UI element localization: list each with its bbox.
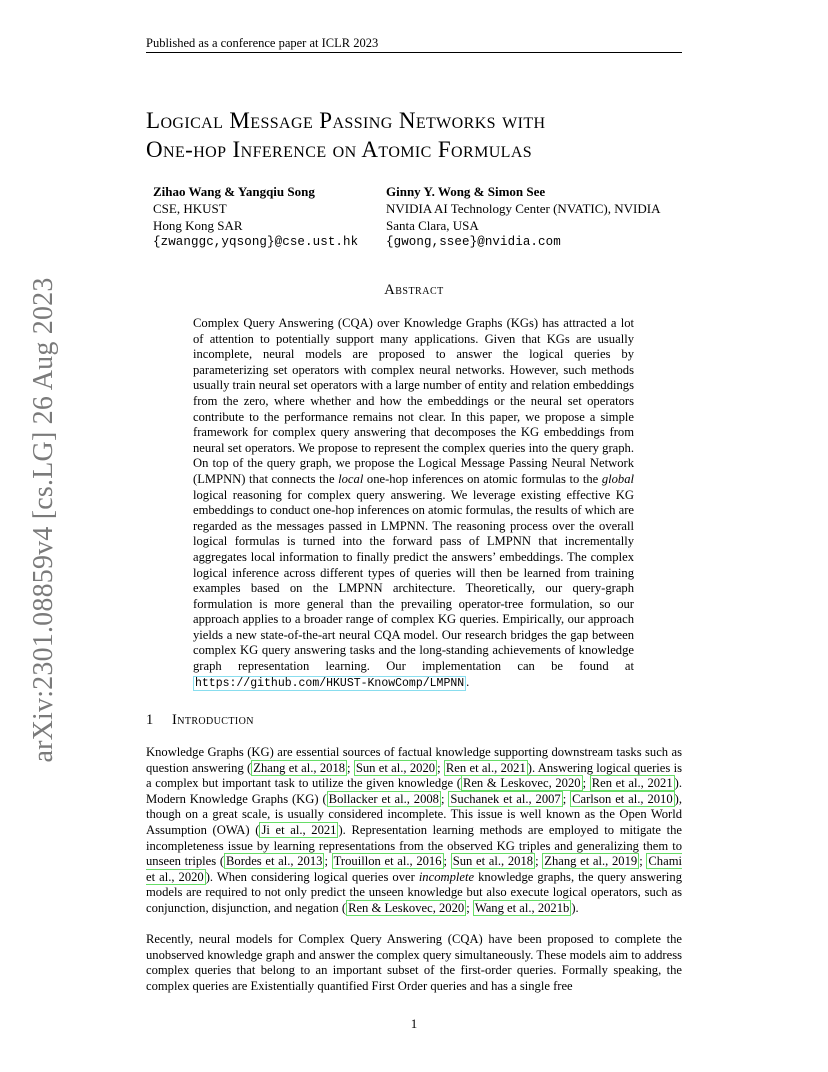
section-title: Introduction xyxy=(172,712,254,728)
separator: ; xyxy=(437,760,444,775)
citation-link[interactable]: Ren et al., 2021 xyxy=(445,760,526,775)
paper-title xyxy=(146,106,706,164)
paragraph-text: ). xyxy=(571,900,579,915)
section-number: 1 xyxy=(146,712,154,728)
page-number: 1 xyxy=(410,1016,418,1031)
citation-link[interactable]: Sun et al., 2018 xyxy=(452,854,534,869)
abstract-emphasis-global: global xyxy=(601,471,634,486)
author-affiliation: CSE, HKUST xyxy=(153,201,227,216)
citation-link[interactable]: Trouillon et al., 2016 xyxy=(333,854,442,869)
paragraph-text: ). Answering logical queries is a complex but important task to utilize the given knowledge ( xyxy=(146,760,682,791)
paragraph-text: ). Representation learning methods are employed to mitigate the incompleteness issue by learning representations from the observed KG triples and generalizing them to unseen triples ( xyxy=(146,822,683,869)
title-line-2: One-hop Inference on Atomic Formulas xyxy=(146,137,533,162)
separator: ; xyxy=(639,854,647,869)
author-block-right xyxy=(386,183,660,251)
citation-link[interactable]: Bordes et al., 2013 xyxy=(226,854,323,869)
paragraph-text: Knowledge Graphs (KG) are essential sources of factual knowledge supporting downstream tasks such as question answering ( xyxy=(146,745,682,775)
paragraph-text: ), though on a great scale, is usually considered incomplete. This issue is well known as the Open World Assumption (OWA) ( xyxy=(146,791,682,837)
citation-link[interactable]: Zhang et al., 2019 xyxy=(544,854,638,869)
author-names: Ginny Y. Wong & Simon See xyxy=(386,184,546,199)
author-block-left xyxy=(153,183,358,251)
citation-link[interactable]: Sun et al., 2020 xyxy=(355,760,436,775)
separator: ; xyxy=(324,854,332,869)
separator: ; xyxy=(582,776,590,791)
arxiv-id-text: arXiv:2301.08859v4 [cs.LG] 26 Aug 2023 xyxy=(28,277,59,763)
citation-link[interactable]: Ji et al., 2021 xyxy=(261,822,337,837)
citation-link[interactable]: Wang et al., 2021b xyxy=(474,900,570,915)
citation-link[interactable]: Ren & Leskovec, 2020 xyxy=(462,776,581,791)
abstract-emphasis-local: local xyxy=(338,471,364,486)
citation-link[interactable]: Suchanek et al., 2007 xyxy=(450,791,561,806)
separator: ; xyxy=(347,760,354,775)
header-rule xyxy=(146,52,682,53)
author-email: {gwong,ssee}@nvidia.com xyxy=(386,235,561,249)
author-names: Zihao Wang & Yangqiu Song xyxy=(153,184,315,199)
separator: ; xyxy=(466,900,473,915)
author-affiliation: NVIDIA AI Technology Center (NVATIC), NVIDIA xyxy=(386,201,661,216)
citation-link[interactable]: Carlson et al., 2010 xyxy=(572,791,673,806)
abstract-text: logical reasoning for complex query answering. We leverage existing effective KG embeddings to conduct one-hop inferences on atomic formulas, the results of which are regarded as the messages passed in LMPNN. The reasoning process over the overall logical formulas is turned into the forward pass of LMPNN that incrementally aggregates local information to finally predict the answers’ embeddings. The complex logical inference across different types of queries will then be learned from training examples based on the LMPNN architecture. Theoretically, our query-graph formulation is more general than the prevailing operator-tree formulation, so our approach applies to a broader range of complex KG queries. Empirically, our approach yields a new state-of-the-art neural CQA model. Our research bridges the gap between complex KG query answering tasks and the long-standing achievements of knowledge graph representation learning. Our implementation can be found at xyxy=(193,487,634,674)
separator: ; xyxy=(562,791,571,806)
author-location: Hong Kong SAR xyxy=(153,218,243,233)
separator: ; xyxy=(535,854,543,869)
citation-link[interactable]: Zhang et al., 2018 xyxy=(253,760,346,775)
section-heading xyxy=(146,712,254,729)
title-line-1: Logical Message Passing Networks with xyxy=(146,108,546,133)
paragraph-text: knowledge graphs, the query answering models are required to not only predict the unseen knowledge but also execute logical operators, such as conjunction, disjunction, and negation ( xyxy=(146,869,682,915)
author-email: {zwanggc,yqsong}@cse.ust.hk xyxy=(153,235,359,249)
abstract-body xyxy=(193,316,634,691)
citation-link[interactable]: Ren et al., 2021 xyxy=(591,776,673,791)
abstract-heading: Abstract xyxy=(384,282,444,298)
citation-link[interactable]: Ren & Leskovec, 2020 xyxy=(348,900,465,915)
abstract-text: Complex Query Answering (CQA) over Knowledge Graphs (KGs) has attracted a lot of attention to potentially support many applications. Given that KGs are usually incomplete, neural models are proposed to answer the logical queries by parameterizing set operators with complex neural networks. However, such methods usually train neural set operators with a large number of entity and relation embeddings from the zero, where whether and how the embeddings or the neural set operators contribute to the performance remains not clear. In this paper, we propose a simple framework for complex query answering that decomposes the KG embeddings from neural set operators. We propose to represent the complex queries into the query graph. On top of the query graph, we propose the Logical Message Passing Neural Network (LMPNN) that connects the xyxy=(193,316,634,486)
intro-paragraph-2: Recently, neural models for Complex Query Answering (CQA) have been proposed to complete the unobserved knowledge graph and answer the complex query simultaneously. These models aim to address complex queries that belong to an important subset of the first-order queries. Formally speaking, the complex queries are Existentially quantified First Order queries and has a single free xyxy=(146,932,682,993)
abstract-text: one-hop inferences on atomic formulas to the xyxy=(363,471,602,486)
emphasis-incomplete: incomplete xyxy=(418,869,475,884)
citation-link[interactable]: Chami et al., 2020 xyxy=(146,854,682,884)
code-repository-link[interactable]: https://github.com/HKUST-KnowComp/LMPNN xyxy=(195,676,465,690)
separator: ; xyxy=(443,854,451,869)
intro-paragraph-1 xyxy=(146,745,682,917)
abstract-end: . xyxy=(466,674,470,689)
author-location: Santa Clara, USA xyxy=(386,218,479,233)
running-header: Published as a conference paper at ICLR 2023 xyxy=(146,36,379,50)
citation-link[interactable]: Bollacker et al., 2008 xyxy=(328,791,439,806)
separator: ; xyxy=(440,791,449,806)
paragraph-text: ). When considering logical queries over xyxy=(205,869,419,884)
paragraph-text: ). Modern Knowledge Graphs (KG) ( xyxy=(146,776,682,806)
